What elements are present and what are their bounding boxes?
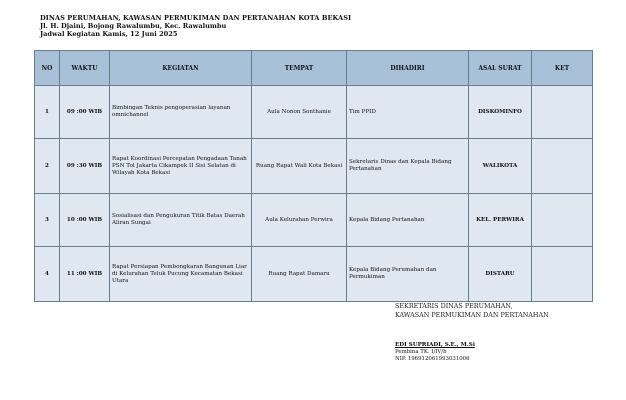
cell-ket bbox=[532, 194, 593, 247]
cell-ket bbox=[532, 86, 593, 139]
column-header-waktu: WAKTU bbox=[60, 51, 110, 86]
cell-ket bbox=[532, 247, 593, 302]
column-header-ket: KET bbox=[532, 51, 593, 86]
cell-tempat: Ruang Rapat Damaru bbox=[252, 247, 347, 302]
schedule-table-container bbox=[34, 50, 592, 302]
document-header bbox=[40, 14, 600, 38]
cell-asal-surat: DISKOMINFO bbox=[469, 86, 532, 139]
table-header-row bbox=[35, 51, 593, 86]
cell-asal-surat: DISTARU bbox=[469, 247, 532, 302]
schedule-title: Jadwal Kegiatan Kamis, 12 Juni 2025 bbox=[40, 30, 178, 38]
column-header-dihadiri: DIHADIRI bbox=[347, 51, 469, 86]
cell-tempat: Aula Kelurahan Perwira bbox=[252, 194, 347, 247]
cell-waktu: 11 :00 WIB bbox=[60, 247, 110, 302]
cell-asal-surat: WALIKOTA bbox=[469, 139, 532, 194]
organization-name: DINAS PERUMAHAN, KAWASAN PERMUKIMAN DAN PERTANAHAN KOTA BEKASI bbox=[40, 14, 352, 22]
cell-no: 2 bbox=[35, 139, 60, 194]
schedule-table bbox=[34, 50, 593, 302]
signatory-rank: Pembina TK. I/IV/b bbox=[395, 349, 447, 355]
signatory-title-line1: SEKRETARIS DINAS PERUMAHAN, bbox=[395, 302, 513, 310]
cell-no: 4 bbox=[35, 247, 60, 302]
cell-waktu: 10 :00 WIB bbox=[60, 194, 110, 247]
cell-waktu: 09 :30 WIB bbox=[60, 139, 110, 194]
cell-no: 1 bbox=[35, 86, 60, 139]
cell-tempat: Ruang Rapat Wali Kota Bekasi bbox=[252, 139, 347, 194]
column-header-tempat: TEMPAT bbox=[252, 51, 347, 86]
table-row bbox=[35, 194, 593, 247]
cell-dihadiri: Kepala Bidang Pertanahan bbox=[347, 194, 469, 247]
column-header-asal-surat: ASAL SURAT bbox=[469, 51, 532, 86]
cell-kegiatan: Bimbingan Teknis pengoperasian layanan omnichannel bbox=[110, 86, 252, 139]
cell-dihadiri: Sekretaris Dinas dan Kepala Bidang Pertanahan bbox=[347, 139, 469, 194]
cell-kegiatan: Sosialisasi dan Pengukuran Titik Batas Daerah Aliran Sungai bbox=[110, 194, 252, 247]
cell-tempat: Aula Nonon Sonthanie bbox=[252, 86, 347, 139]
cell-no: 3 bbox=[35, 194, 60, 247]
signatory-name: EDI SUPRIADI, S.E., M.Si bbox=[395, 342, 475, 348]
table-row bbox=[35, 247, 593, 302]
signatory-nip: NIP. 196912061993031006 bbox=[395, 356, 470, 362]
table-row bbox=[35, 86, 593, 139]
column-header-no: NO bbox=[35, 51, 60, 86]
cell-asal-surat: KEL. PERWIRA bbox=[469, 194, 532, 247]
cell-kegiatan: Rapat Persiapan Pembongkaran Bangunan Liar di Kelurahan Teluk Pucung Kecamatan Bekasi Utara bbox=[110, 247, 252, 302]
cell-dihadiri: Kepala Bidang Perumahan dan Permukiman bbox=[347, 247, 469, 302]
signature-block bbox=[395, 302, 615, 363]
organization-address: Jl. H. Djaini, Bojong Rawalumbu, Kec. Rawalumbu bbox=[40, 22, 227, 30]
cell-kegiatan: Rapat Koordinasi Percepatan Pengadaan Tanah PSN Tol Jakarta Cikampek II Sisi Selatan di Wilayah Kota Bekasi bbox=[110, 139, 252, 194]
signatory-title-line2: KAWASAN PERMUKIMAN DAN PERTANAHAN bbox=[395, 311, 549, 319]
cell-dihadiri: Tim PPID bbox=[347, 86, 469, 139]
column-header-kegiatan: KEGIATAN bbox=[110, 51, 252, 86]
table-row bbox=[35, 139, 593, 194]
cell-waktu: 09 :00 WIB bbox=[60, 86, 110, 139]
cell-ket bbox=[532, 139, 593, 194]
